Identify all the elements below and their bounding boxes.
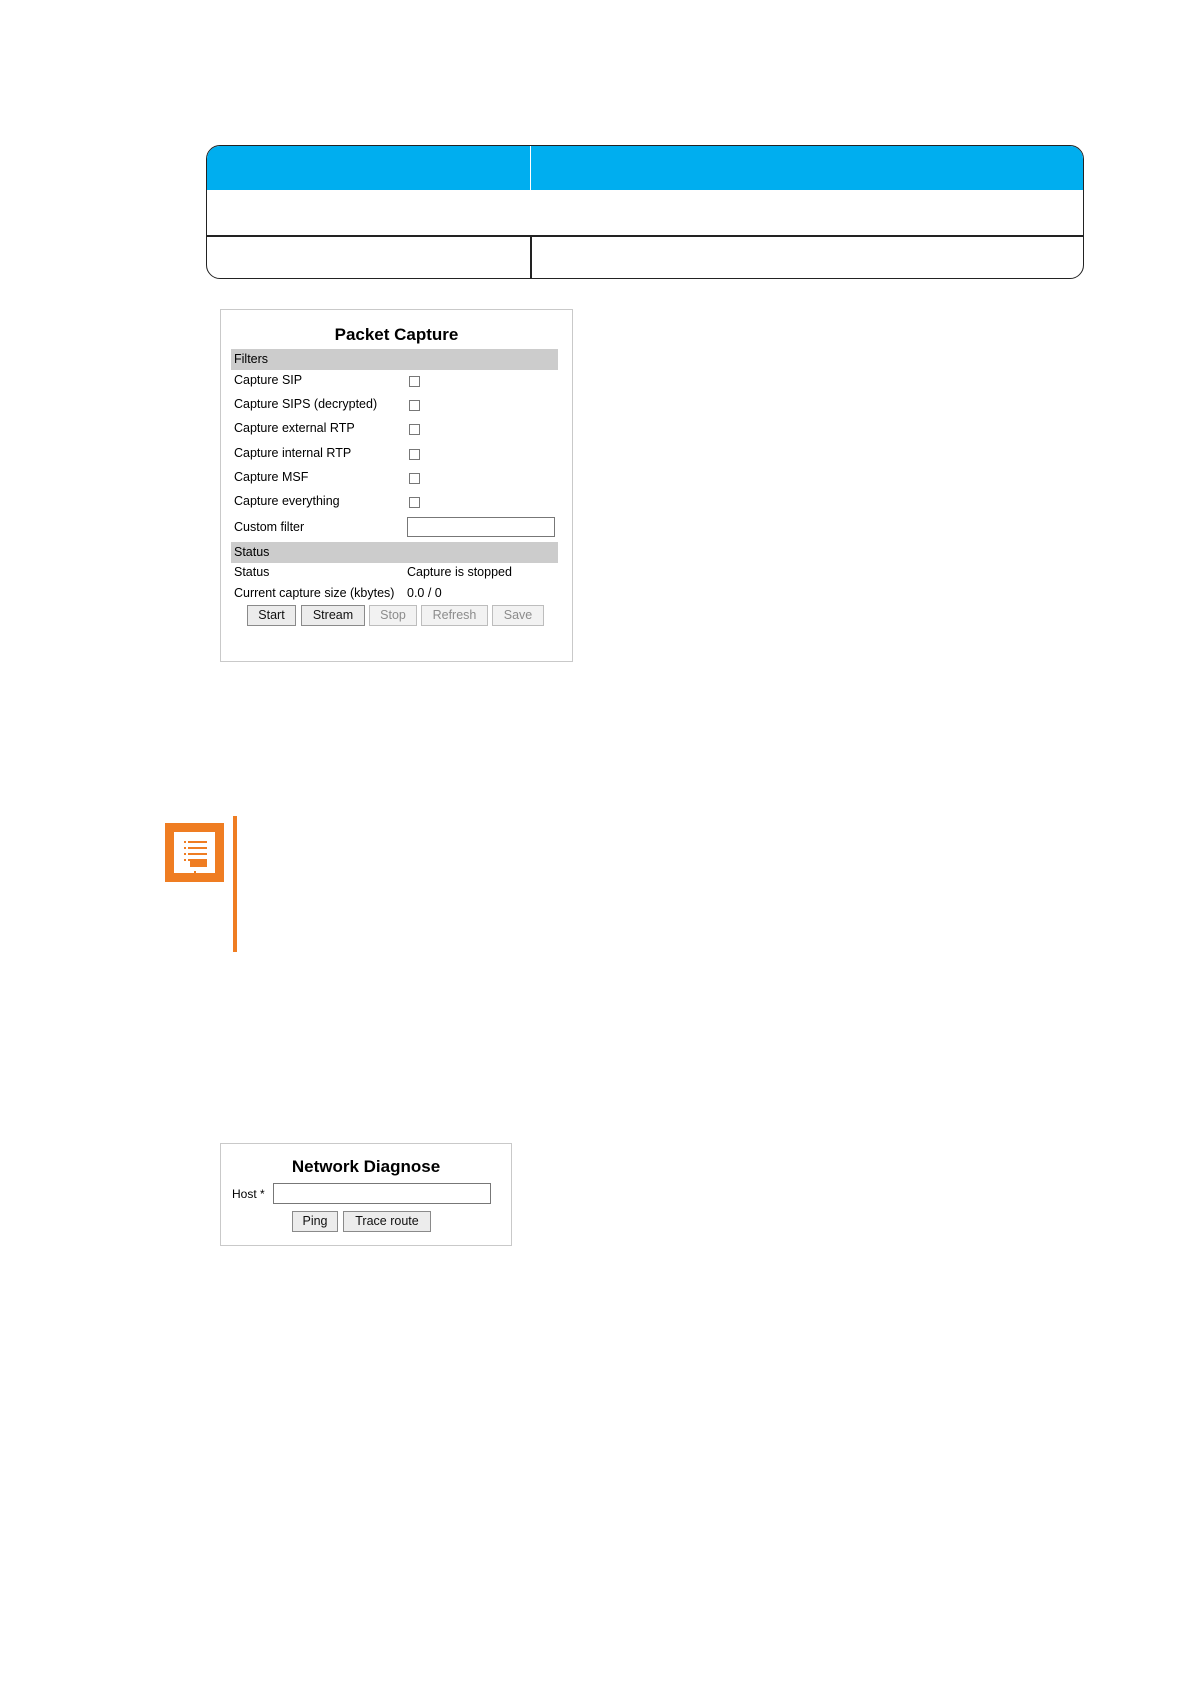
capture-internal-rtp-checkbox[interactable] — [409, 449, 420, 460]
save-button[interactable]: Save — [492, 605, 544, 626]
status-label: Status — [234, 565, 270, 579]
ping-button[interactable]: Ping — [292, 1211, 338, 1232]
filter-label-capture-msf: Capture MSF — [234, 470, 309, 484]
stop-button[interactable]: Stop — [369, 605, 417, 626]
table-column-divider — [530, 236, 532, 278]
capture-sip-checkbox[interactable] — [409, 376, 420, 387]
status-section-header: Status — [231, 542, 558, 563]
host-label: Host * — [232, 1187, 265, 1201]
filters-section-header: Filters — [231, 349, 558, 370]
packet-capture-panel — [220, 309, 573, 662]
table-row-divider — [207, 235, 1083, 237]
filter-label-capture-internal-rtp: Capture internal RTP — [234, 446, 352, 460]
filter-label-capture-everything: Capture everything — [234, 494, 340, 508]
network-diagnose-panel — [220, 1143, 512, 1246]
table-header-row — [207, 146, 1083, 190]
capture-everything-checkbox[interactable] — [409, 497, 420, 508]
info-table — [206, 145, 1084, 279]
filter-label-capture-external-rtp: Capture external RTP — [234, 421, 355, 435]
note-list-icon — [165, 823, 224, 882]
capture-size-label: Current capture size (kbytes) — [234, 586, 395, 600]
capture-msf-checkbox[interactable] — [409, 473, 420, 484]
host-input[interactable] — [273, 1183, 491, 1204]
custom-filter-label: Custom filter — [234, 520, 305, 534]
custom-filter-input[interactable] — [407, 517, 555, 537]
filter-label-capture-sip: Capture SIP — [234, 373, 303, 387]
stream-button[interactable]: Stream — [301, 605, 365, 626]
network-diagnose-title: Network Diagnose — [291, 1157, 441, 1176]
refresh-button[interactable]: Refresh — [421, 605, 488, 626]
status-value: Capture is stopped — [407, 565, 512, 579]
capture-size-value: 0.0 / 0 — [407, 586, 442, 600]
filter-label-capture-sips: Capture SIPS (decrypted) — [234, 397, 378, 411]
trace-route-button[interactable]: Trace route — [343, 1211, 431, 1232]
start-button[interactable]: Start — [247, 605, 296, 626]
note-accent-bar — [233, 816, 237, 952]
packet-capture-title: Packet Capture — [334, 325, 459, 344]
capture-sips-checkbox[interactable] — [409, 400, 420, 411]
table-header-divider — [530, 146, 531, 190]
capture-external-rtp-checkbox[interactable] — [409, 424, 420, 435]
